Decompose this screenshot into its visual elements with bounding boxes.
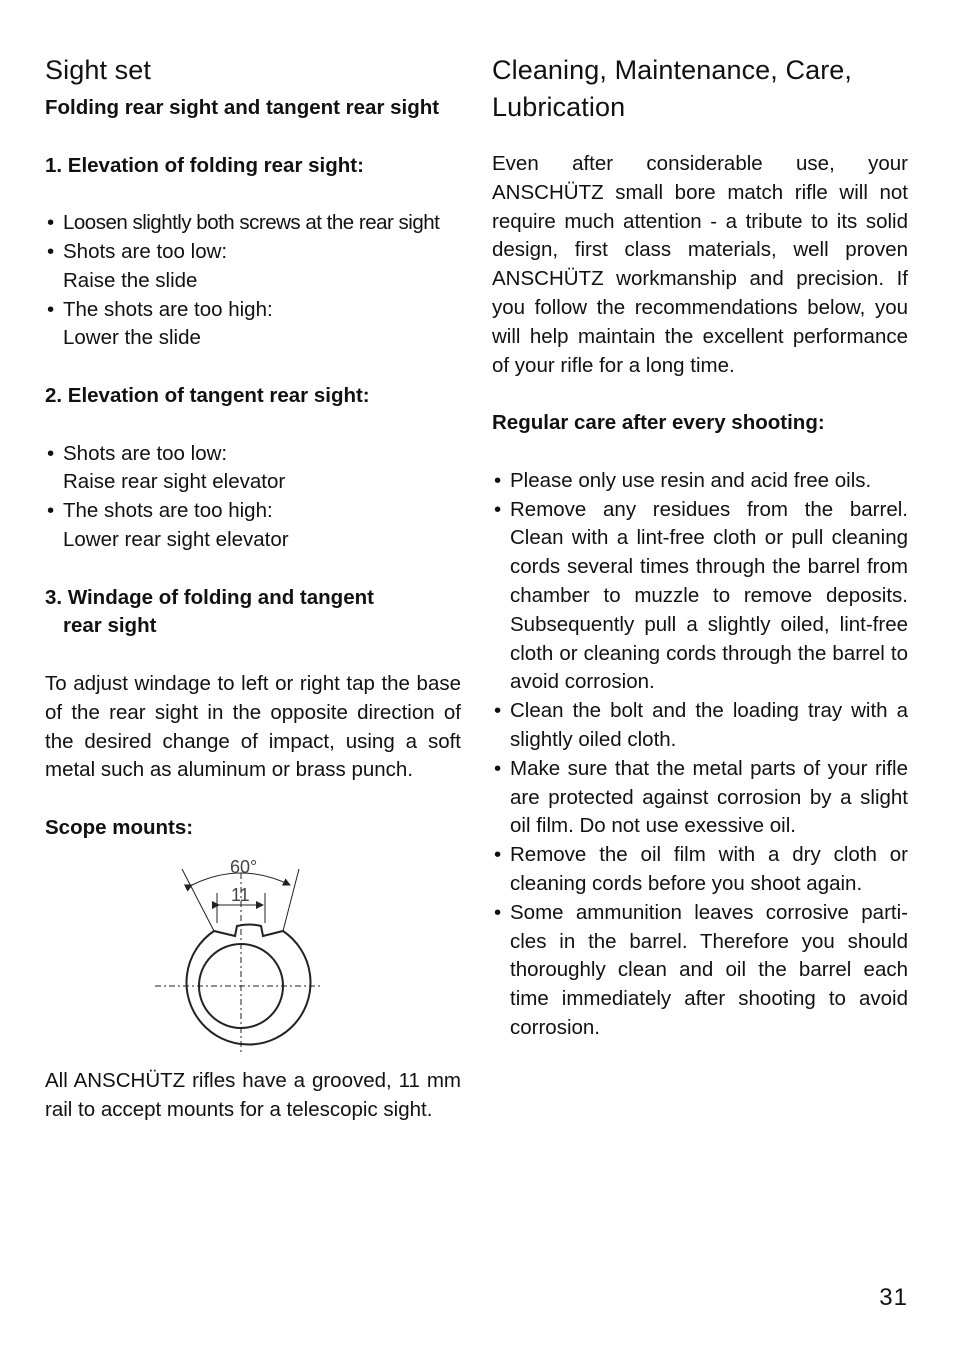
width-label: 11 — [231, 884, 250, 905]
heading-windage-line2: rear sight — [63, 614, 157, 638]
heading-scope-mounts: Scope mounts: — [45, 815, 194, 839]
heading-windage-line1: Windage of folding and tangent — [67, 585, 374, 609]
title-line2: Lubrication — [492, 92, 626, 122]
section-title-sight-set: Sight set — [45, 55, 151, 85]
windage-paragraph: To adjust windage to left or right tap the base of the rear sight in the opposite direction of the desired change of impact, using a soft metal such as aluminum or brass punch. — [45, 671, 461, 782]
heading-windage — [45, 584, 461, 613]
list-item: • Remove any residues from the barrel. Clean with a lint-free cloth or pull cleaning cords several times through the barrel from chamber to muzzle to remove deposits. Subsequently pull a slightly oiled, lint-free cloth or cleaning cords through the barrel to avoid corrosion. — [492, 496, 908, 698]
list-item: • The shots are too high: — [45, 497, 461, 526]
heading-elevation-folding: 1. Elevation of folding rear sight: — [45, 153, 364, 177]
scope-mount-diagram — [145, 853, 345, 1053]
subtitle-folding-tangent: Folding rear sight and tangent rear sight — [45, 96, 440, 119]
list-item: • The shots are too high: — [45, 296, 461, 325]
list-regular-care — [492, 467, 908, 1043]
dovetail-extension-right — [283, 869, 299, 931]
intro-paragraph: Even after considerable use, your ANSCHÜTZ small bore match rifle will not require much attention - a tribute to its solid design, first class materials, well proven ANSCHÜTZ workmanship and precision. If you follow the recommendations below, you will help maintain the excellent performance of your rifle for a long time. — [492, 152, 908, 377]
list-item-continuation: Lower rear sight elevator — [63, 527, 289, 551]
list-item: • Shots are too low: — [45, 238, 461, 267]
angle-label: 60° — [230, 856, 258, 877]
heading-regular-care: Regular care after every shooting: — [492, 411, 825, 435]
list-item: • Loosen slightly both screws at the rear sight — [45, 209, 461, 238]
right-column — [492, 52, 908, 1043]
list-item-continuation: Raise rear sight elevator — [63, 470, 286, 494]
page-number: 31 — [879, 1284, 908, 1311]
heading-number: 3. — [45, 585, 63, 609]
list-elevation-folding — [45, 209, 461, 353]
title-line1: Cleaning, Maintenance, Care, — [492, 55, 853, 85]
rail-paragraph: All ANSCHÜTZ rifles have a grooved, 11 mm rail to accept mounts for a telescopic sight. — [45, 1068, 461, 1121]
list-item: • Make sure that the metal parts of your rifle are protected against corrosion by a slight oil film. Do not use exessive oil. — [492, 755, 908, 841]
list-item: • Some ammunition leaves corrosive parti-cles in the barrel. Therefore you should thoroughly clean and oil the barrel each time immediately after shooting to avoid corrosion. — [492, 899, 908, 1043]
left-column — [45, 52, 461, 1124]
list-item: • Please only use resin and acid free oils. — [492, 467, 908, 496]
list-item-continuation: Lower the slide — [63, 326, 201, 350]
section-title-cleaning — [492, 52, 908, 126]
list-elevation-tangent — [45, 440, 461, 555]
list-item: • Remove the oil film with a dry cloth or cleaning cords before you shoot again. — [492, 841, 908, 899]
list-item: • Shots are too low: — [45, 440, 461, 469]
list-item-continuation: Raise the slide — [63, 268, 198, 292]
heading-elevation-tangent: 2. Elevation of tangent rear sight: — [45, 383, 370, 407]
list-item: • Clean the bolt and the loading tray with a slightly oiled cloth. — [492, 697, 908, 755]
